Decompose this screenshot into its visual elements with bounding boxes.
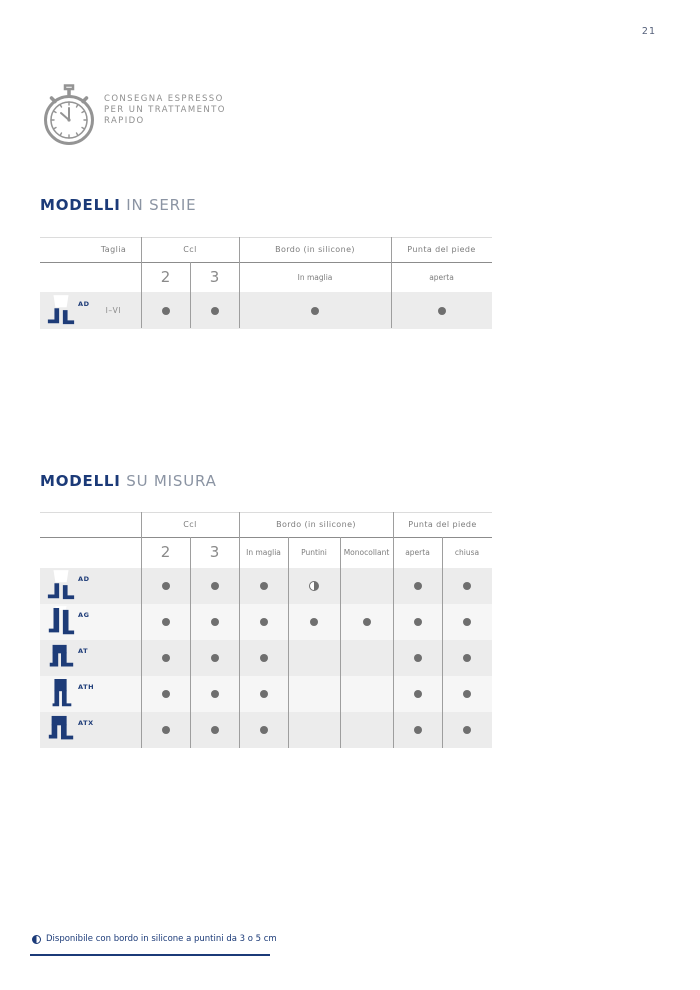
table-row-at <box>40 640 492 676</box>
knee-sock-icon <box>46 295 76 327</box>
available-dot-icon <box>463 690 471 698</box>
availability-cell <box>340 676 393 712</box>
column-header-ccl: Ccl <box>183 520 197 529</box>
available-dot-icon <box>463 726 471 734</box>
size-range: I–VI <box>105 306 121 315</box>
availability-cell <box>340 604 393 640</box>
table-row-ad <box>40 568 492 604</box>
half-available-dot-icon <box>309 581 319 591</box>
available-dot-icon <box>438 307 446 315</box>
availability-cell <box>141 292 190 329</box>
subheader-aperta: aperta <box>429 272 454 282</box>
availability-cell <box>141 676 190 712</box>
tights-large-icon <box>46 714 76 746</box>
availability-cell <box>288 676 340 712</box>
availability-cell <box>190 604 239 640</box>
table-group-header-row <box>40 512 492 537</box>
availability-cell <box>393 676 442 712</box>
availability-cell <box>141 568 190 604</box>
available-dot-icon <box>463 618 471 626</box>
subheader-aperta: aperta <box>405 547 430 557</box>
table-top-rule <box>40 237 492 238</box>
availability-cell <box>239 292 391 329</box>
table-modelli-su-misura <box>40 512 492 748</box>
available-dot-icon <box>211 582 219 590</box>
available-dot-icon <box>211 618 219 626</box>
available-dot-icon <box>363 618 371 626</box>
table-row-ath <box>40 676 492 712</box>
subheader-monocollant: Monocollant <box>343 547 390 557</box>
availability-cell <box>288 712 340 748</box>
available-dot-icon <box>211 654 219 662</box>
column-header-ccl: Ccl <box>183 245 197 254</box>
available-dot-icon <box>414 654 422 662</box>
model-label: ATX <box>78 719 94 727</box>
availability-cell <box>190 640 239 676</box>
available-dot-icon <box>414 618 422 626</box>
availability-cell <box>391 292 492 329</box>
column-divider <box>190 537 191 748</box>
column-header-punta: Punta del piede <box>408 520 477 529</box>
model-label: AD <box>78 299 90 308</box>
availability-cell <box>141 604 190 640</box>
knee-sock-icon <box>46 570 76 602</box>
availability-cell <box>141 712 190 748</box>
available-dot-icon <box>310 618 318 626</box>
availability-cell <box>239 676 288 712</box>
table-modelli-in-serie <box>40 237 492 328</box>
available-dot-icon <box>162 690 170 698</box>
tights-icon <box>46 642 76 674</box>
available-dot-icon <box>260 654 268 662</box>
table-group-header-row <box>40 237 492 262</box>
banner-text <box>104 94 226 127</box>
availability-cell <box>442 568 492 604</box>
availability-cell <box>393 568 442 604</box>
table-header-rule <box>40 262 492 263</box>
column-divider <box>391 237 392 328</box>
subheader-in-maglia: In maglia <box>297 272 333 282</box>
table-body <box>40 568 492 748</box>
stopwatch-icon <box>40 84 98 150</box>
page-number: 21 <box>641 26 656 37</box>
available-dot-icon <box>211 307 219 315</box>
availability-cell <box>288 568 340 604</box>
table-row-ag <box>40 604 492 640</box>
table-body <box>40 292 492 329</box>
title-light: IN SERIE <box>126 196 197 214</box>
section-title-modelli-in-serie <box>40 196 196 214</box>
column-header-taglia: Taglia <box>100 245 127 254</box>
availability-cell <box>442 604 492 640</box>
availability-cell <box>190 292 239 329</box>
column-divider <box>190 262 191 328</box>
model-cell <box>40 640 141 676</box>
column-header-bordo: Bordo (in silicone) <box>275 245 355 254</box>
column-header-punta: Punta del piede <box>407 245 476 254</box>
available-dot-icon <box>311 307 319 315</box>
available-dot-icon <box>260 582 268 590</box>
subheader-ccl-3: 3 <box>209 268 220 286</box>
column-divider <box>340 537 341 748</box>
banner-line: CONSEGNA ESPRESSO <box>104 94 224 104</box>
column-divider <box>141 512 142 748</box>
column-divider <box>141 237 142 328</box>
availability-cell <box>239 568 288 604</box>
subheader-ccl-3: 3 <box>209 543 220 561</box>
table-subheader-row <box>40 263 492 291</box>
available-dot-icon <box>211 726 219 734</box>
availability-cell <box>190 568 239 604</box>
available-dot-icon <box>414 582 422 590</box>
availability-cell <box>190 676 239 712</box>
availability-cell <box>393 712 442 748</box>
availability-cell <box>239 604 288 640</box>
availability-cell <box>442 712 492 748</box>
model-label: AG <box>78 611 90 619</box>
column-divider <box>393 512 394 748</box>
available-dot-icon <box>414 726 422 734</box>
availability-cell <box>141 640 190 676</box>
available-dot-icon <box>162 307 170 315</box>
available-dot-icon <box>162 726 170 734</box>
available-dot-icon <box>211 690 219 698</box>
column-header-bordo: Bordo (in silicone) <box>276 520 356 529</box>
model-cell <box>40 604 141 640</box>
table-row-ad <box>40 292 492 329</box>
availability-cell <box>393 640 442 676</box>
banner-line: RAPIDO <box>104 116 145 126</box>
half-dot-icon <box>32 935 41 944</box>
footnote <box>30 932 277 956</box>
section-title-modelli-su-misura <box>40 472 217 490</box>
model-cell <box>40 712 141 748</box>
model-cell <box>40 568 141 604</box>
model-label: AD <box>78 575 90 583</box>
model-cell <box>40 292 141 329</box>
thigh-stocking-icon <box>46 606 76 638</box>
availability-cell <box>340 712 393 748</box>
available-dot-icon <box>414 690 422 698</box>
availability-cell <box>393 604 442 640</box>
column-divider <box>239 237 240 328</box>
availability-cell <box>288 604 340 640</box>
table-subheader-row <box>40 538 492 566</box>
footnote-text: Disponibile con bordo in silicone a puntini da 3 o 5 cm <box>46 934 277 944</box>
one-leg-tights-icon <box>46 678 76 710</box>
table-top-rule <box>40 512 492 513</box>
available-dot-icon <box>162 618 170 626</box>
subheader-ccl-2: 2 <box>160 268 171 286</box>
available-dot-icon <box>162 654 170 662</box>
subheader-puntini: Puntini <box>301 547 327 557</box>
subheader-chiusa: chiusa <box>454 547 480 557</box>
available-dot-icon <box>463 654 471 662</box>
availability-cell <box>442 676 492 712</box>
availability-cell <box>340 640 393 676</box>
model-label: ATH <box>78 683 95 691</box>
availability-cell <box>442 640 492 676</box>
available-dot-icon <box>260 690 268 698</box>
subheader-ccl-2: 2 <box>160 543 171 561</box>
column-divider <box>239 512 240 748</box>
subheader-in-maglia: In maglia <box>246 547 281 557</box>
availability-cell <box>288 640 340 676</box>
available-dot-icon <box>463 582 471 590</box>
table-row-atx <box>40 712 492 748</box>
available-dot-icon <box>260 618 268 626</box>
title-bold: MODELLI <box>40 196 121 214</box>
banner-line: PER UN TRATTAMENTO <box>104 105 226 115</box>
model-label: AT <box>78 647 89 655</box>
table-header-rule <box>40 537 492 538</box>
title-light: SU MISURA <box>126 472 217 490</box>
availability-cell <box>190 712 239 748</box>
available-dot-icon <box>162 582 170 590</box>
availability-cell <box>239 712 288 748</box>
model-cell <box>40 676 141 712</box>
column-divider <box>288 537 289 748</box>
availability-cell <box>340 568 393 604</box>
availability-cell <box>239 640 288 676</box>
available-dot-icon <box>260 726 268 734</box>
title-bold: MODELLI <box>40 472 121 490</box>
column-divider <box>442 537 443 748</box>
